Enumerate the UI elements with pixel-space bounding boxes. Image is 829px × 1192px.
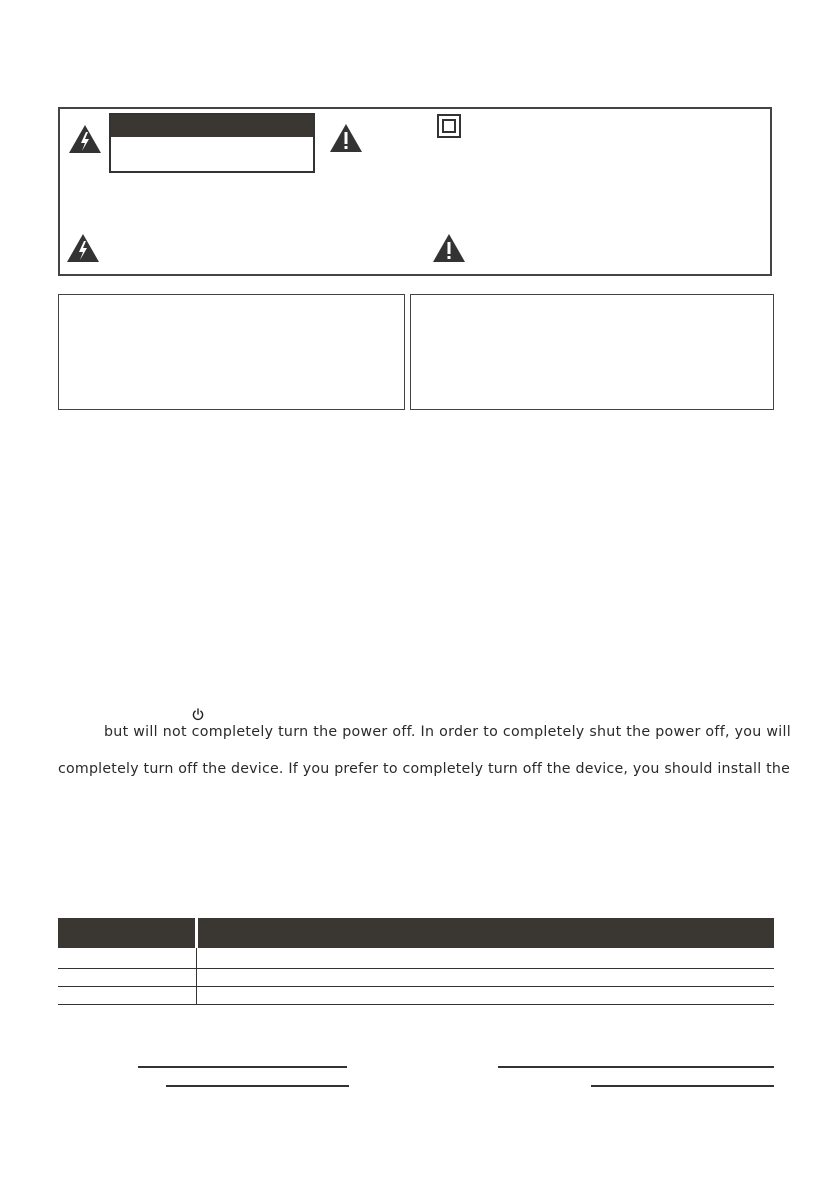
double-insulation-icon — [437, 114, 461, 138]
table-header-separator — [195, 918, 198, 948]
body-text-line: completely turn off the device. If you prefer to completely turn off the device, you should install the — [58, 761, 791, 777]
table-row-divider — [58, 1004, 774, 1005]
table-row-divider — [58, 968, 774, 969]
table-header — [58, 918, 774, 948]
caution-label — [109, 113, 315, 173]
power-icon — [192, 708, 204, 721]
fill-in-line[interactable] — [591, 1085, 774, 1087]
fill-in-line[interactable] — [138, 1066, 347, 1068]
caution-label-header — [111, 115, 313, 137]
info-box-left — [58, 294, 405, 410]
body-text-line: but will not completely turn the power off. In order to completely shut the power off, you will — [104, 724, 792, 740]
table-row-divider — [58, 986, 774, 987]
exclamation-warning-icon — [432, 233, 466, 263]
info-box-right — [410, 294, 774, 410]
lightning-warning-icon — [68, 124, 102, 154]
lightning-warning-icon — [66, 233, 100, 263]
table-column-divider — [196, 948, 197, 1004]
fill-in-line[interactable] — [166, 1085, 349, 1087]
fill-in-line[interactable] — [498, 1066, 774, 1068]
exclamation-warning-icon — [329, 123, 363, 153]
